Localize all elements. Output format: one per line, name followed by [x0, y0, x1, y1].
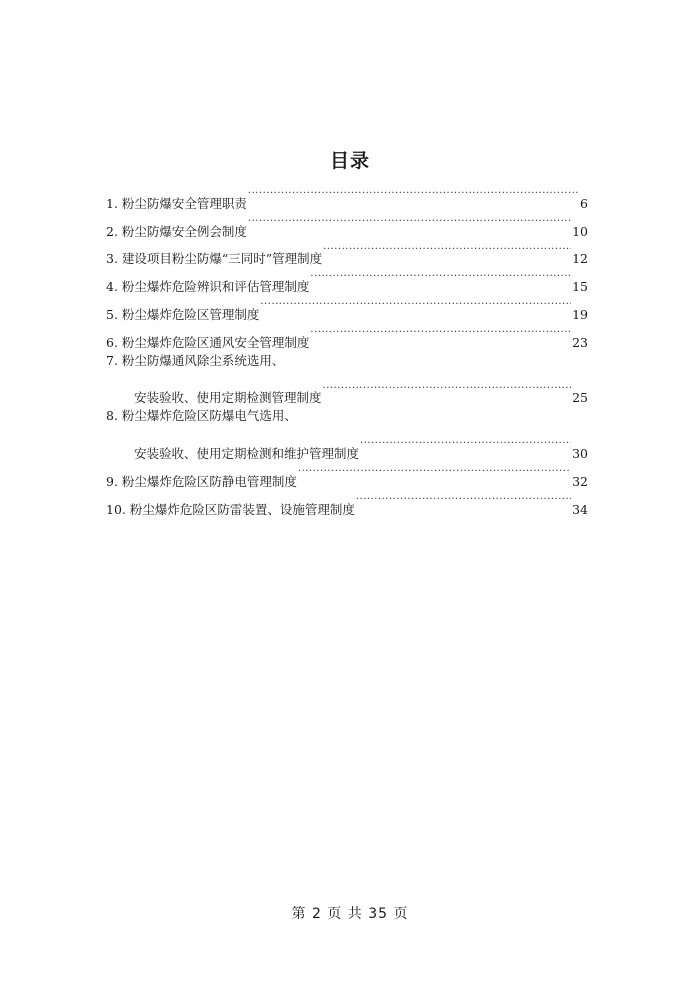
toc-title: 目录 — [329, 150, 370, 172]
toc-leader-dots — [310, 263, 571, 291]
toc-entry[interactable] — [106, 347, 588, 375]
toc-leader-dots — [323, 375, 572, 403]
toc-leader-dots — [310, 319, 571, 347]
toc-entry-title-continued: 安装验收、使用定期检测管理制度 — [134, 390, 322, 406]
toc-leader-dots — [360, 430, 571, 458]
toc-entry-page: 6 — [580, 195, 588, 211]
toc-entry-title: 3. 建设项目粉尘防爆“三同时”管理制度 — [106, 251, 323, 267]
toc-entry-page: 15 — [572, 279, 588, 295]
toc-entry-page: 25 — [572, 390, 588, 406]
toc-entry-page: 32 — [572, 473, 588, 489]
toc-entry-page: 23 — [572, 334, 588, 350]
toc-entry-page: 10 — [572, 223, 588, 239]
toc-entry[interactable] — [106, 402, 588, 430]
toc-entry-title: 6. 粉尘爆炸危险区通风安全管理制度 — [106, 334, 310, 350]
toc-entry-page: 30 — [572, 445, 588, 461]
toc-entry-page: 34 — [572, 501, 588, 517]
toc-entry-title: 1. 粉尘防爆安全管理职责 — [106, 195, 247, 211]
page-footer: 第 2 页 共 35 页 — [291, 906, 409, 922]
toc-entry-title: 5. 粉尘爆炸危险区管理制度 — [106, 306, 260, 322]
toc-leader-dots — [260, 291, 571, 319]
toc-leader-dots — [356, 486, 571, 514]
toc-leader-dots — [298, 458, 571, 486]
toc-leader-dots — [248, 208, 571, 236]
toc-leader-dots — [248, 180, 579, 208]
toc-entry-continuation[interactable] — [106, 430, 588, 461]
toc-entry-title: 4. 粉尘爆炸危险辨识和评估管理制度 — [106, 279, 310, 295]
toc-entry-continuation[interactable] — [106, 375, 588, 406]
toc-entry-title: 2. 粉尘防爆安全例会制度 — [106, 223, 247, 239]
table-of-contents — [106, 180, 588, 517]
toc-entry-title-continued: 安装验收、使用定期检测和维护管理制度 — [134, 445, 360, 461]
toc-entry-title: 10. 粉尘爆炸危险区防雷装置、设施管理制度 — [106, 501, 355, 517]
toc-entry[interactable] — [106, 180, 588, 211]
toc-entry-title: 7. 粉尘防爆通风除尘系统选用、 — [106, 352, 285, 368]
toc-entry-title: 9. 粉尘爆炸危险区防静电管理制度 — [106, 473, 297, 489]
toc-entry-page: 12 — [572, 251, 588, 267]
toc-entry-page: 19 — [572, 306, 588, 322]
toc-entry-title: 8. 粉尘爆炸危险区防爆电气选用、 — [106, 408, 297, 424]
toc-leader-dots — [323, 236, 571, 264]
